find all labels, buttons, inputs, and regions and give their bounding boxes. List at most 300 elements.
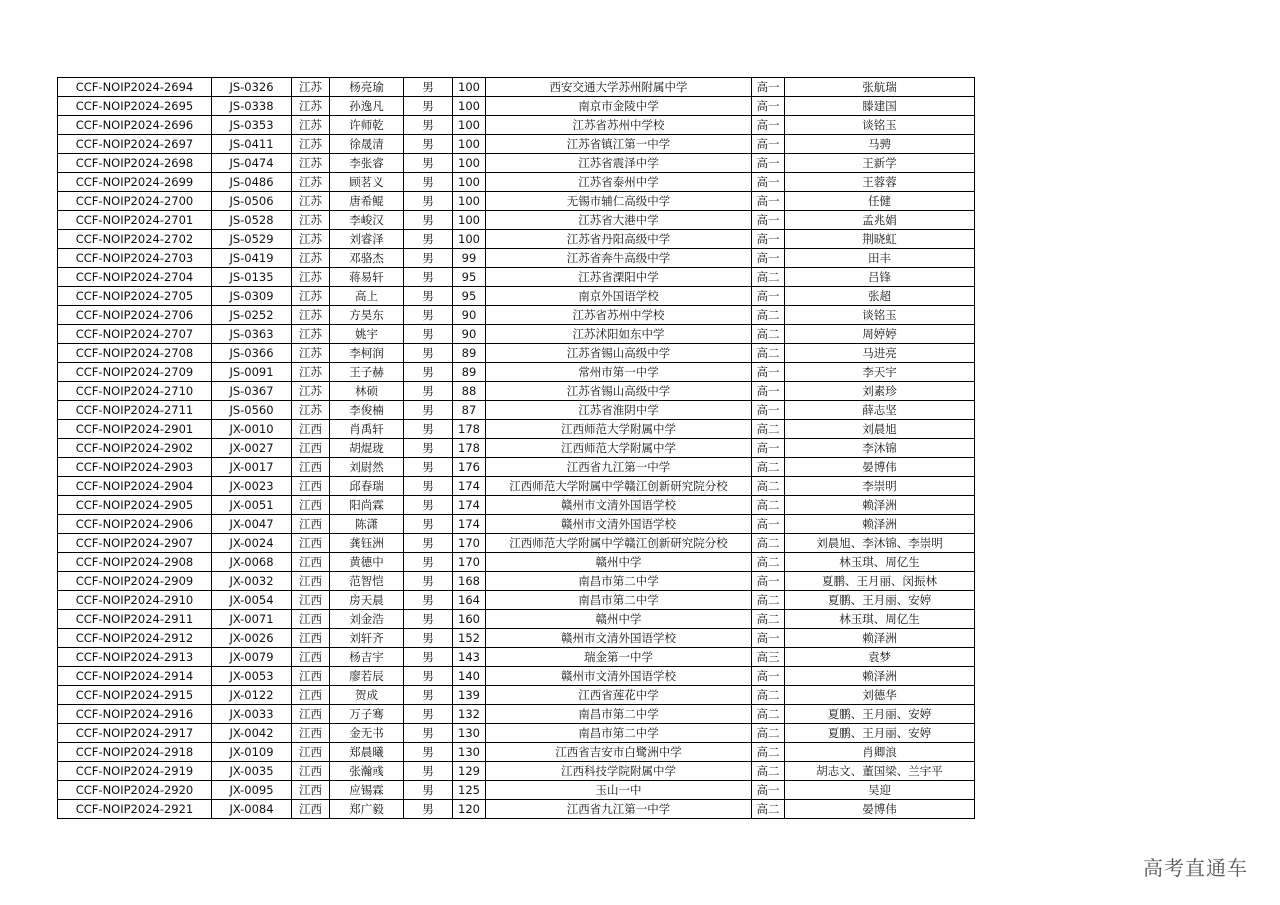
contestant-id-cell: CCF-NOIP2024-2908 — [58, 553, 212, 572]
score-cell: 90 — [453, 306, 486, 325]
coach-names-cell: 张超 — [785, 287, 975, 306]
score-cell: 88 — [453, 382, 486, 401]
contestant-id-cell: CCF-NOIP2024-2905 — [58, 496, 212, 515]
exam-number-cell: JS-0486 — [212, 173, 292, 192]
contestant-id-cell: CCF-NOIP2024-2911 — [58, 610, 212, 629]
gender-cell: 男 — [404, 610, 453, 629]
student-name-cell: 王子赫 — [330, 363, 404, 382]
table-row — [58, 743, 975, 762]
gender-cell: 男 — [404, 572, 453, 591]
exam-number-cell: JX-0054 — [212, 591, 292, 610]
province-cell: 江苏 — [292, 211, 330, 230]
exam-number-cell: JX-0017 — [212, 458, 292, 477]
exam-number-cell: JX-0024 — [212, 534, 292, 553]
contestant-id-cell: CCF-NOIP2024-2706 — [58, 306, 212, 325]
contestant-id-cell: CCF-NOIP2024-2907 — [58, 534, 212, 553]
province-cell: 江苏 — [292, 401, 330, 420]
school-name-cell: 常州市第一中学 — [486, 363, 752, 382]
province-cell: 江西 — [292, 496, 330, 515]
school-name-cell: 南昌市第二中学 — [486, 724, 752, 743]
score-cell: 130 — [453, 743, 486, 762]
gender-cell: 男 — [404, 800, 453, 819]
coach-names-cell: 赖泽洲 — [785, 667, 975, 686]
contestant-id-cell: CCF-NOIP2024-2708 — [58, 344, 212, 363]
province-cell: 江苏 — [292, 306, 330, 325]
province-cell: 江西 — [292, 686, 330, 705]
coach-names-cell: 夏鹏、王月丽、安婷 — [785, 705, 975, 724]
score-cell: 95 — [453, 287, 486, 306]
gender-cell: 男 — [404, 477, 453, 496]
grade-cell: 高二 — [752, 325, 785, 344]
grade-cell: 高一 — [752, 192, 785, 211]
province-cell: 江西 — [292, 762, 330, 781]
exam-number-cell: JX-0033 — [212, 705, 292, 724]
table-row — [58, 306, 975, 325]
province-cell: 江苏 — [292, 192, 330, 211]
gender-cell: 男 — [404, 667, 453, 686]
table-row — [58, 325, 975, 344]
contestant-id-cell: CCF-NOIP2024-2903 — [58, 458, 212, 477]
coach-names-cell: 刘德华 — [785, 686, 975, 705]
school-name-cell: 无锡市辅仁高级中学 — [486, 192, 752, 211]
exam-number-cell: JX-0051 — [212, 496, 292, 515]
exam-number-cell: JX-0032 — [212, 572, 292, 591]
table-row — [58, 249, 975, 268]
student-name-cell: 李张睿 — [330, 154, 404, 173]
province-cell: 江苏 — [292, 135, 330, 154]
student-name-cell: 徐晟清 — [330, 135, 404, 154]
province-cell: 江西 — [292, 458, 330, 477]
gender-cell: 男 — [404, 287, 453, 306]
table-row — [58, 401, 975, 420]
score-cell: 178 — [453, 439, 486, 458]
exam-number-cell: JX-0084 — [212, 800, 292, 819]
student-name-cell: 胡焜珑 — [330, 439, 404, 458]
table-row — [58, 420, 975, 439]
contestant-id-cell: CCF-NOIP2024-2694 — [58, 78, 212, 97]
score-cell: 139 — [453, 686, 486, 705]
score-cell: 178 — [453, 420, 486, 439]
exam-number-cell: JS-0367 — [212, 382, 292, 401]
province-cell: 江西 — [292, 629, 330, 648]
contestant-id-cell: CCF-NOIP2024-2906 — [58, 515, 212, 534]
score-cell: 174 — [453, 515, 486, 534]
school-name-cell: 江苏沭阳如东中学 — [486, 325, 752, 344]
school-name-cell: 江西省莲花中学 — [486, 686, 752, 705]
student-name-cell: 刘尉然 — [330, 458, 404, 477]
gender-cell: 男 — [404, 97, 453, 116]
gender-cell: 男 — [404, 344, 453, 363]
gender-cell: 男 — [404, 515, 453, 534]
score-cell: 120 — [453, 800, 486, 819]
score-cell: 160 — [453, 610, 486, 629]
student-name-cell: 林硕 — [330, 382, 404, 401]
school-name-cell: 江苏省大港中学 — [486, 211, 752, 230]
grade-cell: 高一 — [752, 154, 785, 173]
contestant-id-cell: CCF-NOIP2024-2710 — [58, 382, 212, 401]
exam-number-cell: JS-0353 — [212, 116, 292, 135]
school-name-cell: 江西师范大学附属中学 — [486, 439, 752, 458]
coach-names-cell: 刘素珍 — [785, 382, 975, 401]
coach-names-cell: 夏鹏、王月丽、安婷 — [785, 724, 975, 743]
gender-cell: 男 — [404, 496, 453, 515]
exam-number-cell: JX-0027 — [212, 439, 292, 458]
province-cell: 江苏 — [292, 325, 330, 344]
exam-number-cell: JS-0506 — [212, 192, 292, 211]
contestant-id-cell: CCF-NOIP2024-2696 — [58, 116, 212, 135]
student-name-cell: 郑广毅 — [330, 800, 404, 819]
gender-cell: 男 — [404, 192, 453, 211]
score-cell: 170 — [453, 534, 486, 553]
exam-number-cell: JX-0079 — [212, 648, 292, 667]
coach-names-cell: 孟兆娟 — [785, 211, 975, 230]
exam-number-cell: JS-0091 — [212, 363, 292, 382]
score-cell: 174 — [453, 496, 486, 515]
student-name-cell: 肖禹轩 — [330, 420, 404, 439]
score-cell: 99 — [453, 249, 486, 268]
table-row — [58, 800, 975, 819]
table-row — [58, 154, 975, 173]
contestant-id-cell: CCF-NOIP2024-2695 — [58, 97, 212, 116]
table-row — [58, 781, 975, 800]
gender-cell: 男 — [404, 325, 453, 344]
table-row — [58, 287, 975, 306]
grade-cell: 高二 — [752, 591, 785, 610]
contestant-id-cell: CCF-NOIP2024-2912 — [58, 629, 212, 648]
gender-cell: 男 — [404, 420, 453, 439]
table-row — [58, 724, 975, 743]
province-cell: 江苏 — [292, 173, 330, 192]
student-name-cell: 方昊东 — [330, 306, 404, 325]
school-name-cell: 江西省九江第一中学 — [486, 458, 752, 477]
exam-number-cell: JS-0366 — [212, 344, 292, 363]
school-name-cell: 南昌市第二中学 — [486, 591, 752, 610]
province-cell: 江苏 — [292, 382, 330, 401]
score-cell: 89 — [453, 363, 486, 382]
province-cell: 江西 — [292, 667, 330, 686]
province-cell: 江西 — [292, 610, 330, 629]
grade-cell: 高二 — [752, 686, 785, 705]
school-name-cell: 南昌市第二中学 — [486, 572, 752, 591]
table-row — [58, 705, 975, 724]
school-name-cell: 江苏省泰州中学 — [486, 173, 752, 192]
student-name-cell: 廖若辰 — [330, 667, 404, 686]
table-row — [58, 230, 975, 249]
province-cell: 江西 — [292, 534, 330, 553]
grade-cell: 高三 — [752, 648, 785, 667]
student-name-cell: 许师乾 — [330, 116, 404, 135]
grade-cell: 高一 — [752, 572, 785, 591]
grade-cell: 高二 — [752, 496, 785, 515]
score-cell: 143 — [453, 648, 486, 667]
gender-cell: 男 — [404, 724, 453, 743]
school-name-cell: 赣州中学 — [486, 553, 752, 572]
grade-cell: 高二 — [752, 420, 785, 439]
coach-names-cell: 王新学 — [785, 154, 975, 173]
table-row — [58, 211, 975, 230]
province-cell: 江西 — [292, 420, 330, 439]
score-cell: 87 — [453, 401, 486, 420]
exam-number-cell: JS-0529 — [212, 230, 292, 249]
student-name-cell: 李峻汉 — [330, 211, 404, 230]
exam-number-cell: JX-0047 — [212, 515, 292, 534]
exam-number-cell: JX-0109 — [212, 743, 292, 762]
school-name-cell: 南昌市第二中学 — [486, 705, 752, 724]
exam-number-cell: JX-0042 — [212, 724, 292, 743]
coach-names-cell: 周婷婷 — [785, 325, 975, 344]
school-name-cell: 玉山一中 — [486, 781, 752, 800]
coach-names-cell: 李沐锦 — [785, 439, 975, 458]
school-name-cell: 江苏省震泽中学 — [486, 154, 752, 173]
student-name-cell: 姚宇 — [330, 325, 404, 344]
contestant-id-cell: CCF-NOIP2024-2697 — [58, 135, 212, 154]
table-row — [58, 458, 975, 477]
student-name-cell: 阳尚霖 — [330, 496, 404, 515]
table-row — [58, 135, 975, 154]
score-cell: 125 — [453, 781, 486, 800]
province-cell: 江西 — [292, 705, 330, 724]
grade-cell: 高二 — [752, 743, 785, 762]
table-row — [58, 344, 975, 363]
gender-cell: 男 — [404, 249, 453, 268]
school-name-cell: 江苏省溧阳中学 — [486, 268, 752, 287]
contestant-id-cell: CCF-NOIP2024-2707 — [58, 325, 212, 344]
province-cell: 江西 — [292, 743, 330, 762]
province-cell: 江苏 — [292, 154, 330, 173]
province-cell: 江西 — [292, 591, 330, 610]
score-cell: 164 — [453, 591, 486, 610]
grade-cell: 高二 — [752, 458, 785, 477]
province-cell: 江西 — [292, 439, 330, 458]
student-name-cell: 李柯润 — [330, 344, 404, 363]
grade-cell: 高一 — [752, 629, 785, 648]
coach-names-cell: 马进亮 — [785, 344, 975, 363]
contestant-id-cell: CCF-NOIP2024-2913 — [58, 648, 212, 667]
contestant-id-cell: CCF-NOIP2024-2919 — [58, 762, 212, 781]
grade-cell: 高二 — [752, 800, 785, 819]
coach-names-cell: 晏博伟 — [785, 458, 975, 477]
school-name-cell: 瑞金第一中学 — [486, 648, 752, 667]
exam-number-cell: JS-0363 — [212, 325, 292, 344]
school-name-cell: 江苏省苏州中学校 — [486, 306, 752, 325]
score-cell: 95 — [453, 268, 486, 287]
gender-cell: 男 — [404, 306, 453, 325]
province-cell: 江苏 — [292, 287, 330, 306]
table-row — [58, 591, 975, 610]
exam-number-cell: JX-0026 — [212, 629, 292, 648]
score-cell: 170 — [453, 553, 486, 572]
student-name-cell: 顾茗义 — [330, 173, 404, 192]
student-name-cell: 范智恺 — [330, 572, 404, 591]
student-name-cell: 高上 — [330, 287, 404, 306]
table-row — [58, 762, 975, 781]
school-name-cell: 赣州市文清外国语学校 — [486, 515, 752, 534]
coach-names-cell: 马骋 — [785, 135, 975, 154]
exam-number-cell: JS-0528 — [212, 211, 292, 230]
coach-names-cell: 田丰 — [785, 249, 975, 268]
gender-cell: 男 — [404, 382, 453, 401]
province-cell: 江西 — [292, 515, 330, 534]
student-name-cell: 刘金浩 — [330, 610, 404, 629]
province-cell: 江西 — [292, 572, 330, 591]
school-name-cell: 江西省九江第一中学 — [486, 800, 752, 819]
table-row — [58, 534, 975, 553]
coach-names-cell: 林玉琪、周亿生 — [785, 553, 975, 572]
grade-cell: 高二 — [752, 268, 785, 287]
student-name-cell: 孙逸凡 — [330, 97, 404, 116]
table-row — [58, 382, 975, 401]
table-row — [58, 553, 975, 572]
grade-cell: 高一 — [752, 173, 785, 192]
gender-cell: 男 — [404, 363, 453, 382]
school-name-cell: 西安交通大学苏州附属中学 — [486, 78, 752, 97]
exam-number-cell: JX-0122 — [212, 686, 292, 705]
grade-cell: 高二 — [752, 306, 785, 325]
student-name-cell: 贺成 — [330, 686, 404, 705]
school-name-cell: 江西科技学院附属中学 — [486, 762, 752, 781]
province-cell: 江西 — [292, 648, 330, 667]
province-cell: 江苏 — [292, 230, 330, 249]
student-name-cell: 蒋易轩 — [330, 268, 404, 287]
exam-number-cell: JX-0023 — [212, 477, 292, 496]
gender-cell: 男 — [404, 781, 453, 800]
score-cell: 129 — [453, 762, 486, 781]
school-name-cell: 江苏省苏州中学校 — [486, 116, 752, 135]
school-name-cell: 江西省吉安市白鹭洲中学 — [486, 743, 752, 762]
contestant-id-cell: CCF-NOIP2024-2914 — [58, 667, 212, 686]
contestant-id-cell: CCF-NOIP2024-2701 — [58, 211, 212, 230]
gender-cell: 男 — [404, 135, 453, 154]
province-cell: 江苏 — [292, 78, 330, 97]
school-name-cell: 江苏省淮阴中学 — [486, 401, 752, 420]
gender-cell: 男 — [404, 401, 453, 420]
contestant-id-cell: CCF-NOIP2024-2709 — [58, 363, 212, 382]
contestant-id-cell: CCF-NOIP2024-2699 — [58, 173, 212, 192]
gender-cell: 男 — [404, 553, 453, 572]
score-cell: 168 — [453, 572, 486, 591]
gender-cell: 男 — [404, 629, 453, 648]
province-cell: 江苏 — [292, 97, 330, 116]
table-row — [58, 192, 975, 211]
exam-number-cell: JS-0309 — [212, 287, 292, 306]
province-cell: 江苏 — [292, 268, 330, 287]
gender-cell: 男 — [404, 230, 453, 249]
province-cell: 江西 — [292, 724, 330, 743]
grade-cell: 高一 — [752, 667, 785, 686]
gender-cell: 男 — [404, 686, 453, 705]
score-cell: 174 — [453, 477, 486, 496]
coach-names-cell: 刘晨旭、李沐锦、李崇明 — [785, 534, 975, 553]
coach-names-cell: 肖卿浪 — [785, 743, 975, 762]
score-cell: 100 — [453, 154, 486, 173]
grade-cell: 高一 — [752, 439, 785, 458]
exam-number-cell: JS-0419 — [212, 249, 292, 268]
grade-cell: 高二 — [752, 705, 785, 724]
student-name-cell: 陈潇 — [330, 515, 404, 534]
coach-names-cell: 赖泽洲 — [785, 496, 975, 515]
exam-number-cell: JS-0560 — [212, 401, 292, 420]
coach-names-cell: 滕建国 — [785, 97, 975, 116]
school-name-cell: 江苏省锡山高级中学 — [486, 344, 752, 363]
score-cell: 100 — [453, 116, 486, 135]
exam-number-cell: JX-0068 — [212, 553, 292, 572]
gender-cell: 男 — [404, 648, 453, 667]
grade-cell: 高二 — [752, 762, 785, 781]
table-row — [58, 78, 975, 97]
score-cell: 140 — [453, 667, 486, 686]
grade-cell: 高二 — [752, 610, 785, 629]
grade-cell: 高二 — [752, 724, 785, 743]
school-name-cell: 赣州中学 — [486, 610, 752, 629]
grade-cell: 高一 — [752, 230, 785, 249]
student-name-cell: 刘轩齐 — [330, 629, 404, 648]
exam-number-cell: JS-0474 — [212, 154, 292, 173]
gender-cell: 男 — [404, 534, 453, 553]
gender-cell: 男 — [404, 458, 453, 477]
student-name-cell: 龚钰洲 — [330, 534, 404, 553]
exam-number-cell: JX-0010 — [212, 420, 292, 439]
province-cell: 江苏 — [292, 249, 330, 268]
table-row — [58, 173, 975, 192]
score-cell: 100 — [453, 211, 486, 230]
student-name-cell: 张瀚彧 — [330, 762, 404, 781]
score-cell: 100 — [453, 135, 486, 154]
province-cell: 江西 — [292, 781, 330, 800]
contestant-id-cell: CCF-NOIP2024-2910 — [58, 591, 212, 610]
grade-cell: 高一 — [752, 781, 785, 800]
gender-cell: 男 — [404, 743, 453, 762]
gender-cell: 男 — [404, 762, 453, 781]
coach-names-cell: 林玉琪、周亿生 — [785, 610, 975, 629]
coach-names-cell: 赖泽洲 — [785, 629, 975, 648]
contestant-id-cell: CCF-NOIP2024-2917 — [58, 724, 212, 743]
grade-cell: 高一 — [752, 401, 785, 420]
score-cell: 100 — [453, 230, 486, 249]
student-name-cell: 李俊楠 — [330, 401, 404, 420]
exam-number-cell: JX-0095 — [212, 781, 292, 800]
score-cell: 100 — [453, 173, 486, 192]
province-cell: 江苏 — [292, 363, 330, 382]
grade-cell: 高一 — [752, 515, 785, 534]
coach-names-cell: 夏鹏、王月丽、安婷 — [785, 591, 975, 610]
school-name-cell: 江苏省镇江第一中学 — [486, 135, 752, 154]
table-row — [58, 686, 975, 705]
grade-cell: 高一 — [752, 363, 785, 382]
coach-names-cell: 袁梦 — [785, 648, 975, 667]
contestant-id-cell: CCF-NOIP2024-2703 — [58, 249, 212, 268]
score-cell: 90 — [453, 325, 486, 344]
table-row — [58, 629, 975, 648]
exam-number-cell: JS-0252 — [212, 306, 292, 325]
student-name-cell: 郑晨曦 — [330, 743, 404, 762]
coach-names-cell: 薛志坚 — [785, 401, 975, 420]
gender-cell: 男 — [404, 154, 453, 173]
gender-cell: 男 — [404, 591, 453, 610]
exam-number-cell: JS-0135 — [212, 268, 292, 287]
coach-names-cell: 刘晨旭 — [785, 420, 975, 439]
contestant-id-cell: CCF-NOIP2024-2700 — [58, 192, 212, 211]
province-cell: 江苏 — [292, 116, 330, 135]
exam-number-cell: JX-0071 — [212, 610, 292, 629]
coach-names-cell: 张航瑞 — [785, 78, 975, 97]
gender-cell: 男 — [404, 211, 453, 230]
contestant-id-cell: CCF-NOIP2024-2904 — [58, 477, 212, 496]
exam-number-cell: JS-0411 — [212, 135, 292, 154]
contestant-id-cell: CCF-NOIP2024-2705 — [58, 287, 212, 306]
school-name-cell: 赣州市文清外国语学校 — [486, 496, 752, 515]
coach-names-cell: 李崇明 — [785, 477, 975, 496]
contestant-id-cell: CCF-NOIP2024-2698 — [58, 154, 212, 173]
